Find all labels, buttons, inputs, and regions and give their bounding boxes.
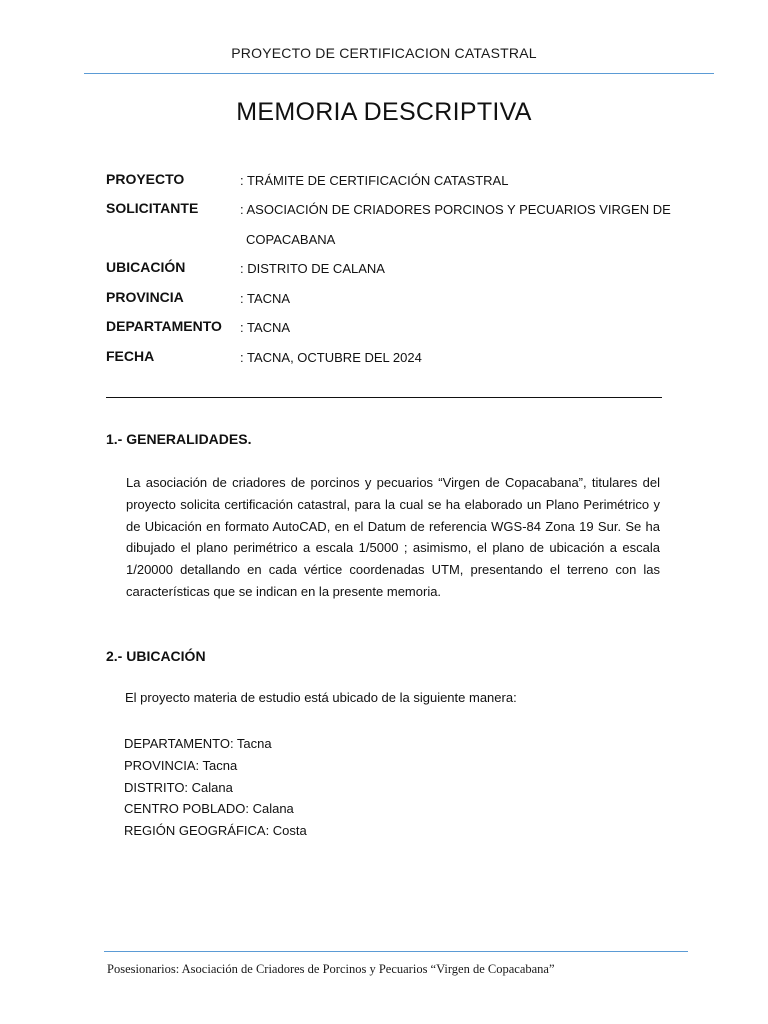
field-label-departamento: DEPARTAMENTO (106, 318, 222, 334)
list-item: PROVINCIA: Tacna (124, 757, 238, 773)
ubicacion-intro: El proyecto materia de estudio está ubicado de la siguiente manera: (125, 690, 517, 705)
field-label-provincia: PROVINCIA (106, 289, 184, 305)
footer-text: Posesionarios: Asociación de Criadores de Porcinos y Pecuarios “Virgen de Copacabana” (107, 962, 555, 976)
field-label-ubicacion: UBICACIÓN (106, 259, 186, 275)
header-text: PROYECTO DE CERTIFICACION CATASTRAL (231, 45, 537, 61)
footer-divider (104, 951, 688, 952)
field-label-proyecto: PROYECTO (106, 171, 185, 187)
field-value-provincia: : TACNA (240, 291, 291, 306)
list-item: CENTRO POBLADO: Calana (124, 801, 294, 817)
list-item: REGIÓN GEOGRÁFICA: Costa (124, 823, 307, 839)
section-divider (106, 397, 662, 398)
field-value-fecha: : TACNA, OCTUBRE DEL 2024 (240, 350, 422, 365)
field-value-proyecto: : TRÁMITE DE CERTIFICACIÓN CATASTRAL (240, 173, 509, 188)
list-item: DISTRITO: Calana (124, 779, 233, 795)
field-value-ubicacion: : DISTRITO DE CALANA (240, 261, 385, 276)
field-value-solicitante: : ASOCIACIÓN DE CRIADORES PORCINOS Y PECUARIOS VIRGEN DE (240, 202, 671, 217)
section-heading-generalidades: 1.- GENERALIDADES. (106, 431, 252, 447)
field-value-departamento: : TACNA (240, 320, 291, 335)
document-title: MEMORIA DESCRIPTIVA (236, 98, 532, 126)
location-list (124, 733, 307, 842)
generalidades-paragraph: La asociación de criadores de porcinos y pecuarios “Virgen de Copacabana”, titulares del proyecto solicita certificación catastral, para la cual se ha elaborado un Plano Perimétrico y de Ubicación en formato AutoCAD, en el Datum de referencia WGS-84 Zona 19 Sur. Se ha dibujado el plano perimétrico a escala 1/5000 ; asimismo, el plano de ubicación a escala 1/20000 detallando en cada vértice coordenadas UTM, presentando el terreno con las características que se indican en la presente memoria. (126, 475, 660, 599)
field-value-solicitante-continuation: COPACABANA (246, 232, 336, 247)
header-divider (84, 73, 714, 74)
list-item: DEPARTAMENTO: Tacna (124, 736, 272, 751)
field-label-solicitante: SOLICITANTE (106, 200, 199, 216)
field-label-fecha: FECHA (106, 348, 155, 364)
section-heading-ubicacion: 2.- UBICACIÓN (106, 648, 206, 664)
